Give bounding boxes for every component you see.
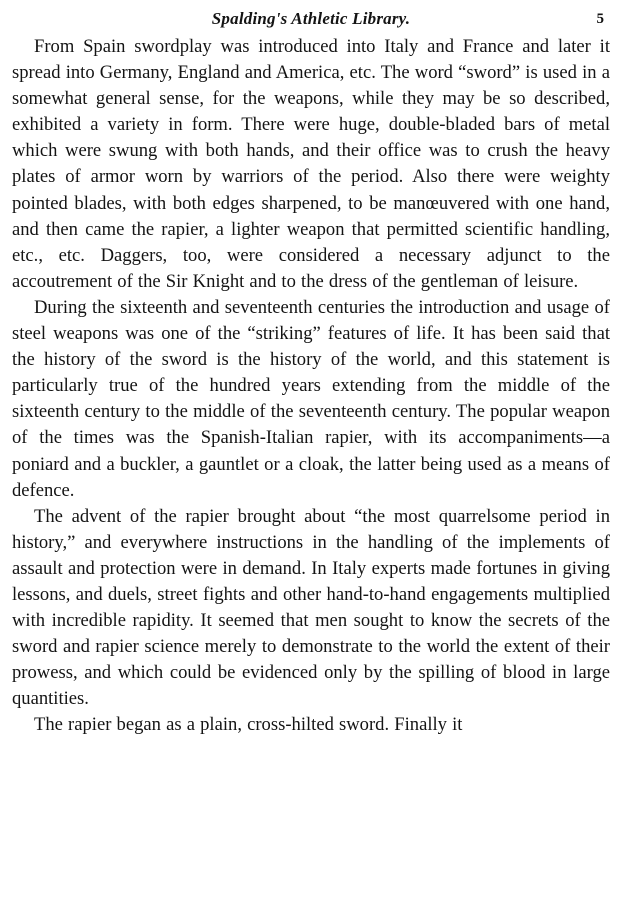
paragraph-sixteenth-century: During the sixteenth and seventeenth centuries the introduction and usage of steel weapons was one of the “striking” features of life. It has been said that the history of the sword is the history of the world, and this statement is particularly true of the hundred years extending from the middle of the sixteenth century to the middle of the seventeenth century. The popular weapon of the times was the Spanish-Italian rapier, with its accompaniments—a poniard and a buckler, a gauntlet or a cloak, the latter being used as a means of defence. bbox=[12, 296, 610, 501]
paragraph-swordplay-origins: From Spain swordplay was introduced into Italy and France and later it spread into Germany, England and America, etc. The word “sword” is used in a somewhat general sense, for the weapons, while they may be so described, exhibited a variety in form. There were huge, double-bladed bars of metal which were swung with both hands, and their office was to crush the heavy plates of armor worn by warriors of the period. Also there were weighty pointed blades, with both edges sharpened, to be manœuvered with one hand, and then came the rapier, a lighter weapon that permitted scientific handling, etc., etc. Daggers, too, were considered a necessary adjunct to the accoutrement of the Sir Knight and to the dress of the gentleman of leisure. bbox=[12, 36, 610, 292]
running-head-title: Spalding's Athletic Library. bbox=[211, 9, 411, 28]
body-text bbox=[12, 34, 610, 739]
paragraph-rapier-beginning: The rapier began as a plain, cross-hilted sword. Finally it bbox=[34, 714, 463, 736]
running-head bbox=[12, 6, 610, 34]
page-number: 5 bbox=[596, 11, 604, 27]
paragraph-rapier-advent: The advent of the rapier brought about “the most quarrelsome period in history,” and everywhere instructions in the handling of the implements of assault and protection were in demand. In Italy experts made fortunes in giving lessons, and duels, street fights and other hand-to-hand engagements multiplied with incredible rapidity. It seemed that men sought to know the secrets of the sword and rapier science merely to demonstrate to the world the extent of their prowess, and which could be evidenced only by the spilling of blood in large quantities. bbox=[12, 505, 610, 710]
